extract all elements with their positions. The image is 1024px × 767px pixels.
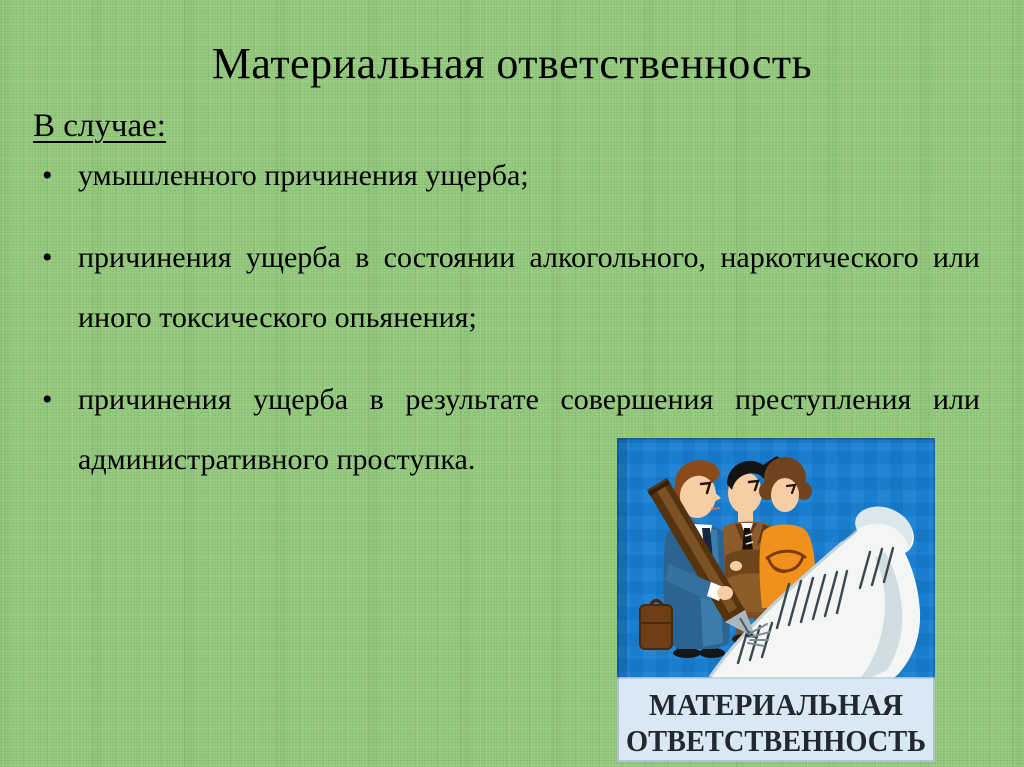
bullet-text: умышленного причинения ущерба; [78,159,529,192]
illustration [617,438,935,762]
slide-title: Материальная ответственность [211,39,813,88]
caption-line2: ОТВЕТСТВЕННОСТЬ [626,723,926,758]
bullet-text: причинения ущерба в состоянии алкогольного, наркотического или иного токсического опьянения; [78,241,980,334]
illustration-canvas [617,438,935,762]
bullet-dot-icon: • [42,159,53,192]
bullet-dot-icon: • [42,241,53,274]
bullet-item [40,228,980,348]
caption-band [617,678,935,762]
bullet-text: причинения ущерба в результате совершения преступления или административного проступка. [78,383,980,476]
bullet-item [40,146,980,206]
lead-text: В случае: [33,108,166,144]
briefcase [640,601,672,650]
bullet-dot-icon: • [42,383,53,416]
caption-line1: МАТЕРИАЛЬНАЯ [649,687,903,722]
